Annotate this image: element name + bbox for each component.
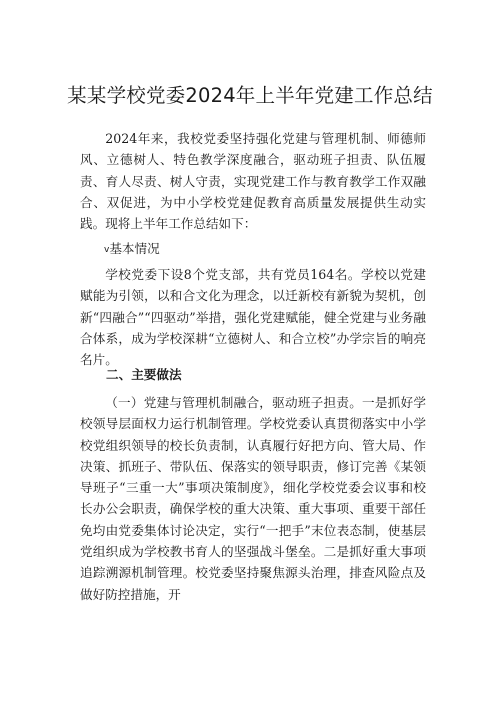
document-title: 某某学校党委2024年上半年党建工作总结 xyxy=(67,84,433,107)
section-practices-heading: 二、主要做法 xyxy=(106,367,182,382)
section-basic-heading-text: 基本情况 xyxy=(109,241,160,256)
section-basic-paragraph: 学校党委下设8个党支部，共有党员164名。学校以党建赋能为引领，以和合文化为理念，以迁新校有新貌为契机，创新“四融合”“四驱动”举措，强化党建赋能，健全党建与业务融合体系，成为学校深耕“立德树人、和合立校”办学宗旨的响亮名片。 xyxy=(80,267,426,368)
section-practices-paragraph: （一）党建与管理机制融合，驱动班子担责。一是抓好学校领导层面权力运行机制管理。学校党委认真贯彻落实中小学校党组织领导的校长负责制，认真履行好把方向、管大局、作决策、抓班子、带队伍、保落实的领导职责，修订完善《某领导班子“三重一大”事项决策制度》，细化学校党委会议事和校长办公会职责，确保学校的重大决策、重大事项、重要干部任免均由党委集体讨论决定，实行“一把手”末位表态制，使基层党组织成为学校教书育人的坚强战斗堡垒。二是抓好重大事项追踪溯源机制管理。校党委坚持聚焦源头治理，排查风险点及做好防控措施，开 xyxy=(80,395,426,602)
intro-paragraph: 2024年来，我校党委坚持强化党建与管理机制、师德师风、立德树人、特色教学深度融合，驱动班子担责、队伍履责、育人尽责、树人守责，实现党建工作与教育教学工作双融合、双促进，为中小学校党建促教育高质量发展提供生动实践。现将上半年工作总结如下： xyxy=(80,131,426,232)
list-marker: v xyxy=(104,245,110,255)
section-basic-heading xyxy=(104,240,160,259)
